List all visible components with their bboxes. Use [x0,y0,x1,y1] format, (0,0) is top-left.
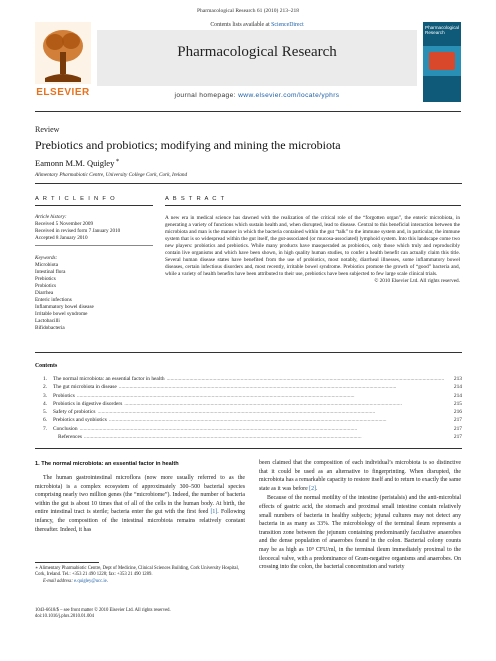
toc-number: 7. [42,425,47,432]
toc-title: References [58,433,82,440]
toc-page: 217 [453,417,462,424]
toc-item[interactable] [35,376,462,384]
article-info-label: A R T I C L E I N F O [35,196,116,202]
toc-number: 1. [42,376,47,382]
keyword: Enteric infections [35,297,72,303]
contents-prefix: Contents lists available at [210,22,272,28]
toc-page: 213 [453,376,462,382]
citation-link-2[interactable]: [2] [309,485,316,492]
article-title: Prebiotics and probiotics; modifying and mining the microbiota [35,138,341,152]
toc-number: 2. [42,384,47,391]
toc-item[interactable] [35,401,462,409]
abstract-label: A B S T R A C T [165,196,226,202]
toc-page: 215 [453,400,462,407]
toc-item[interactable] [35,409,462,417]
history-received: Received 5 November 2009 [35,221,94,227]
abstract-text: A new era in medical science has dawned with the realization of the critical role of the “forgotten organ”, the enteric microbiota, in generating a variety of functions which sustain health and, when disrupted, lead to disease. Central to this beneficial interaction between the microbiota and man is the manner in which the bacteria contained within the gut “talk” to the immune system and, in particular, the immune system that is so widespread within the gut itself, the gut-associated (or mucosa-associated) lymphoid system. Into this landscape come two new players: probiotics and prebiotics. While many products have masqueraded as probiotics, only those which truly and reproducibly contain live organisms and which have been shown, in high quality human studies, to confer a health benefit can actually claim this title. Several human disease states have benefited from the use of probiotics, most notably, diarrheal illnesses, some inflammatory bowel diseases, certain infectious disorders and, most recently, irritable bowel syndrome. Prebiotics promote the growth of “good” bacteria and, while a variety of health benefits have been attributed to their use, prebiotics have been subjected to few large scale clinical trials. [165,215,460,278]
author-footnote [35,566,245,585]
toc-item[interactable] [35,417,462,425]
history-revised: Received in revised form 7 January 2010 [35,228,121,234]
toc-title: Probiotics [53,392,75,399]
toc-page: 217 [453,425,462,432]
contents-bottom-rule [35,448,462,449]
toc-title: Safety of probiotics [53,409,96,415]
issn-block [35,608,245,621]
masthead-rule [35,111,461,112]
toc-leader: .............................................................................................................................................................................................................. [166,376,445,382]
toc-title: Probiotics in digestive disorders [53,400,123,407]
journal-cover-image [423,22,461,102]
paragraph-text: . [315,485,318,492]
toc-title: The gut microbiota in disease [53,384,117,391]
toc-title: Conclusion [53,425,78,432]
toc-title: The normal microbiota: an essential factor in health [53,376,165,382]
elsevier-tree-logo [35,22,91,102]
header-rule [35,183,462,184]
contents-list [35,376,462,442]
toc-item[interactable] [35,393,462,401]
article-history [35,214,153,242]
issn-line: 1043-6618/$ – see front matter © 2010 Elsevier Ltd. All rights reserved. [35,608,171,613]
toc-leader: .............................................................................................................................................................................................................. [108,417,387,424]
toc-leader: .............................................................................................................................................................................................................. [83,433,362,440]
toc-leader: .............................................................................................................................................................................................................. [118,384,397,391]
keyword: Probiotics [35,283,57,289]
keyword: Lactobacilli [35,318,60,324]
journal-masthead [35,20,461,112]
author-footnote-mark[interactable]: ∗ [115,158,120,164]
paragraph-text: The human gastrointestinal microflora (now more usually referred to as the microbiota) is a complex ecosystem of approximately 300–500 bacterial species comprising nearly two million genes (the “microbiome”). Indeed, the number of bacteria within the gut is about 10 times that of all of the cells in the human body. At birth, the entire intestinal tract is sterile; bacteria enter the gut with the first feed [35,475,245,516]
keywords-list [35,255,153,332]
toc-number: 5. [42,409,47,415]
contents-top-rule [35,352,462,353]
toc-page: 216 [453,409,462,415]
journal-title: Pharmacological Research [177,44,337,60]
toc-number: 6. [42,417,47,424]
toc-item[interactable] [35,434,462,442]
toc-leader: .............................................................................................................................................................................................................. [124,400,402,407]
author-name: Eamonn M.M. Quigley [35,157,115,168]
cover-graphic-accent [429,52,455,70]
article-type: Review [35,125,60,134]
toc-title: Prebiotics and synbiotics [53,417,107,424]
article-info-rule [35,205,153,206]
paragraph: Because of the normal motility of the intestine (peristalsis) and the anti-microbial effects of gastric acid, the stomach and proximal small intestine contain relatively small numbers of bacteria in healthy subjects; jejunal cultures may not detect any bacteria in as many as 33%. The microbiology of the terminal ileum represents a transition zone between the jejunum containing predominantly facultative anaerobes and the dense population of anaerobes found in the colon. Bacterial colony counts may be as high as 10⁹ CFU/ml, in the terminal ileum immediately proximal to the ileocecal valve, with a predominance of Gram-negative organisms and anaerobes. On crossing into the colon, the bacterial concentration and variety [259,495,461,571]
toc-page: 217 [453,433,462,440]
homepage-prefix: journal homepage: [174,92,239,99]
footnote-text: ∗ Alimentary Pharmabiotic Centre, Dept of Medicine, Clinical Sciences Building, Cork University Hospital, Cork, Ireland. Tel.: +353 21 490 1228; fax: +353 21 490 1289. [35,566,239,578]
toc-number: 3. [42,392,47,399]
keyword: Irritable bowel syndrome [35,311,88,317]
keyword: Microbiota [35,262,59,268]
abstract-copyright: © 2010 Elsevier Ltd. All rights reserved. [374,278,460,285]
paragraph-text: been claimed that the composition of each individual’s microbiota is so distinctive that it could be used as an alternative to fingerprinting. When disrupted, the microbiota has a remarkable capacity to restore itself and to return to exactly the same state as it was before [259,460,461,492]
keyword: Prebiotics [35,276,56,282]
right-column-text [259,459,461,572]
toc-page: 214 [453,392,462,399]
keyword: Diarrhea [35,290,54,296]
keywords-heading: Keywords: [35,255,58,261]
abstract-body [165,215,460,285]
toc-leader: .............................................................................................................................................................................................................. [79,425,358,432]
keyword: Bifidobacteria [35,325,65,331]
toc-page: 214 [453,384,462,391]
journal-homepage-line [97,92,417,99]
abstract-rule [165,205,461,206]
citation-link-1[interactable]: [1] [210,509,218,516]
running-head: Pharmacological Research 61 (2010) 213–218 [196,8,300,14]
doi-line[interactable]: doi:10.1016/j.phrs.2010.01.004 [35,614,94,620]
homepage-url-link[interactable]: www.elsevier.com/locate/yphrs [238,92,340,99]
section-1-heading: 1. The normal microbiota: an essential factor in health [35,461,179,467]
left-column-text [35,474,245,534]
paragraph [35,474,245,534]
keyword: Inflammatory bowel disease [35,304,94,310]
paragraph [259,459,461,493]
publisher-logo-text: ELSEVIER [36,87,90,98]
email-link[interactable]: e.quigley@ucc.ie [74,578,107,584]
author-line [35,157,119,168]
contents-available-line [97,22,417,28]
toc-item[interactable] [35,384,462,392]
email-suffix: . [106,578,108,584]
paragraph-text: . Following infancy, the composition of the intestinal microbiota remains relatively constant thereafter. Indeed, it has [35,509,246,533]
email-label: E-mail address: [43,578,75,584]
affiliation: Alimentary Pharmabiotic Centre, University College Cork, Cork, Ireland [35,172,188,178]
toc-leader: .............................................................................................................................................................................................................. [76,392,355,399]
sciencedirect-link[interactable]: ScienceDirect [271,22,304,28]
cover-title: Pharmacological Research [425,25,459,36]
history-heading: Article history: [35,214,67,220]
contents-heading: Contents [35,363,58,369]
history-accepted: Accepted 8 January 2010 [35,235,88,241]
toc-leader: .............................................................................................................................................................................................................. [97,409,376,415]
keyword: Intestinal flora [35,269,66,275]
footnote-email-line [35,579,245,585]
toc-item[interactable] [35,426,462,434]
toc-number: 4. [42,400,47,407]
